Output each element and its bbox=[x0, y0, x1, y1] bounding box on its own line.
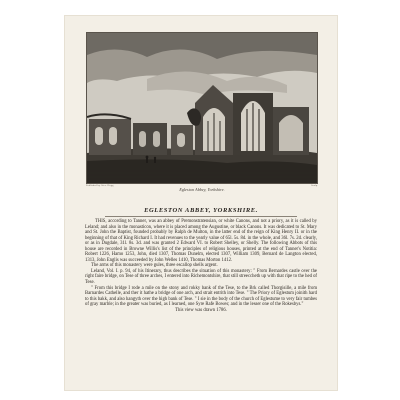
engraving-plate bbox=[86, 32, 318, 184]
paragraph-arms: The arms of this monastery were gules, three escallop shells argent. bbox=[91, 263, 218, 269]
plate-title-caption: Egleston Abbey, Yorkshire. bbox=[179, 187, 225, 192]
article-title: EGLESTON ABBEY, YORKSHIRE. bbox=[144, 207, 258, 214]
book-page bbox=[65, 16, 337, 390]
paragraph-history: THIS, according to Tanner, was an abbey of Premonstratensian, or white Canons, and not a priory, as it is called by Leland; and also in the monasticon, where it is placed among the Augustine, or black Canons. It was dedicated to St. Mary and St. John the Baptist, founded probably by Ralph de Multon, in the latter end of the reign of King Henry II. or in the beginning of that of King Richard I. It had revenues to the yearly value of 65l. 5s. 8d. in the whole, and 36l. 7s. 2d. clearly, or as in Dugdale, 31l. 8s. 3d. and was granted 2 Edward VI. to Robert Shelley, or Shelly. The following Abbots of this house are recorded in Browne Willis's list of the principles of religious houses, printed at the end of Tanner's Notitia: Robert 1226, Hamo 1253, John, died 1307, Thomas Dunelm, elected 1307, William 1309, Bernard de Langton elected, 1313, John Englis was succeeded by John Welles 1410, Thomas Morton 1412. bbox=[85, 219, 317, 263]
plate-engraver-credit: Sculp. bbox=[311, 184, 318, 187]
closing-line: This view was drawn 1786. bbox=[175, 307, 227, 313]
title-rule bbox=[105, 216, 297, 217]
abbey-ruins-engraving bbox=[87, 33, 317, 183]
plate-publisher-credit: Published by Alex. Hogg bbox=[86, 184, 114, 187]
article-body bbox=[85, 219, 317, 313]
paragraph-bridge: " From this bridge I rode a mile on the stony and rokky bank of the Tese, to the Brk called Thorgisille, a mile from Barnardes Cathelle, and ther it hathe a bridge of one arch, and strait entrith into Tese. " The Priory of Eglestum joinith hard to this bakk, and also hangyth over the high bank of Tese. " I sie in the body of the church of Eglestume to very fair tumbes of gray marble; in the greater was buried, as I learned, one Syre Rafe Bowes; and in the lesser one of the Rokesbys." bbox=[85, 285, 317, 308]
plate-caption-row bbox=[86, 184, 318, 192]
paragraph-leland: Leland, Vol. I. p. 94, of his Itinerary, thus describes the situation of this monastery: " From Bernardes castle over the right faire bridge, on Tese of three arches, I entered into Richemontshire, that still streeccheth up with that ripe to the hed of Tese. bbox=[85, 268, 317, 286]
